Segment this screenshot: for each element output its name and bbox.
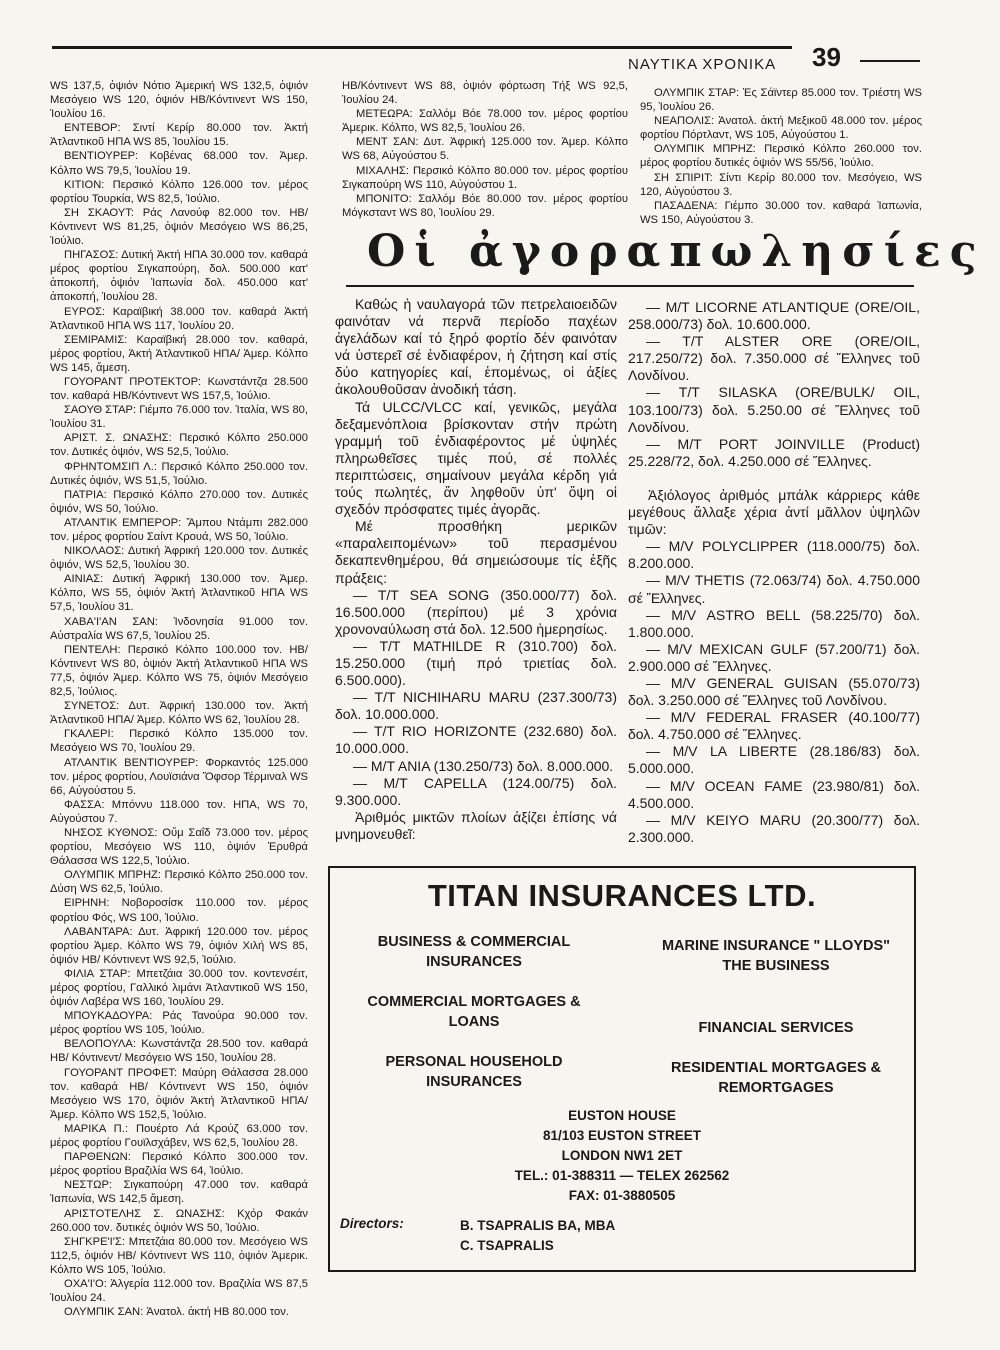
paragraph: ΣΗ ΣΠΙΡΙΤ: Σίντι Κερίρ 80.000 τον. Μεσόγειο, WS 120, Αὐγούστου 3.: [640, 171, 922, 198]
paragraph: — M/V LA LIBERTE (28.186/83) δολ. 5.000.000.: [628, 743, 920, 777]
article-column-right: [628, 299, 920, 846]
fixtures-column-middle: [342, 79, 628, 220]
ad-director: B. TSAPRALIS BA, MBA: [460, 1218, 616, 1233]
ad-phone-telex: TEL.: 01-388311 — TELEX 262562: [514, 1168, 730, 1183]
paragraph: — M/V ASTRO BELL (58.225/70) δολ. 1.800.000.: [628, 606, 920, 640]
paragraph: ΑΤΛΑΝΤΙΚ ΕΜΠΕΡΟΡ: Ἄμπου Ντάμπι 282.000 τον. μέρος φορτίου Σαίντ Κρουά, WS 50, Ἰούλιο.: [50, 516, 308, 543]
paragraph: ΓΚΑΛΕΡΙ: Περσικό Κόλπο 135.000 τον. Μεσόγειο WS 70, Ἰουλίου 29.: [50, 728, 308, 755]
fixtures-column-left: [50, 79, 308, 1319]
paragraph: ΦΡΗΝΤΟΜΣΙΠ Λ.: Περσικό Κόλπο 250.000 τον. Δυτικές ὀψιόν, WS 51,5, Ἰούλιο.: [50, 460, 308, 487]
title-underline: [346, 285, 914, 287]
paragraph: ΣΗ ΣΚΑΟΥΤ: Ράς Λανούφ 82.000 τον. ΗΒ/ Κόντινεντ WS 81,25, ὀψιόν Μεσόγειο WS 86,25, Ἰούλιο.: [50, 206, 308, 248]
paragraph: ΣΗΓΚΡΕ'Ι'Σ: Μπετζάια 80.000 τον. Μεσόγειο WS 112,5, ὀψιόν ΗΒ/ Κόντινεντ WS 110, ὀψιόν Ἀμερικ. Κόλπο WS 105, Ἰούλιο.: [50, 1235, 308, 1276]
paragraph: — T/T NICHIHARU MARU (237.300/73) δολ. 10.000.000.: [335, 689, 617, 723]
paragraph: — M/V POLYCLIPPER (118.000/75) δολ. 8.200.000.: [628, 538, 920, 572]
ad-service-marine: MARINE INSURANCE " LLOYDS" THE BUSINESS: [661, 938, 891, 974]
publication-name: ΝΑΥΤΙΚΑ ΧΡΟΝΙΚΑ: [628, 56, 777, 73]
paragraph: ΓΟΥΟΡΑΝΤ ΠΡΟΦΕΤ: Μαύρη Θάλασσα 28.000 τον. καθαρά ΗΒ/ Κόντινεντ WS 150, ὀψιόν Μεσόγειο WS 170, ὀψιόν Ἀκτή Ἀτλαντικοῦ ΗΠΑ/ Ἀμερ. Κόλπο WS 152,5, Ἰούλιο.: [50, 1066, 308, 1121]
paragraph: ΟΛΥΜΠΙΚ ΣΤΑΡ: Ἐς Σάϊντερ 85.000 τον. Τριέστη WS 95, Ἰουλίου 26.: [640, 87, 922, 114]
paragraph: ΜΑΡΙΚΑ Π.: Πουέρτο Λά Κρούζ 63.000 τον. μέρος φορτίου Γουϊλσχάβεν, WS 62,5, Ἰουλίου 28.: [50, 1122, 308, 1150]
paragraph: Μέ προσθήκη μερικῶν «παραλειπομένων» τοῦ περασμένου δεκαπενθημέρου, θά σημειώσουμε τίς ἑξῆς πράξεις:: [335, 518, 617, 586]
paragraph: — M/V GENERAL GUISAN (55.070/73) δολ. 3.250.000 σέ Ἕλληνες τοῦ Λονδίνου.: [628, 674, 920, 709]
paragraph: — M/V THETIS (72.063/74) δολ. 4.750.000 σέ Ἕλληνες.: [628, 572, 920, 606]
paragraph: ΟΛΥΜΠΙΚ ΣΑΝ: Ἀνατολ. ἀκτή ΗΒ 80.000 τον.: [64, 1306, 289, 1319]
ad-service-residential: RESIDENTIAL MORTGAGES & REMORTGAGES: [671, 1060, 881, 1096]
paragraph: ΜΠΟΥΚΑΔΟΥΡΑ: Ράς Τανούρα 90.000 τον. μέρος φορτίου WS 105, Ἰούλιο.: [50, 1010, 308, 1037]
paragraph: — M/T LICORNE ATLANTIQUE (ORE/OIL, 258.000/73) δολ. 10.600.000.: [628, 299, 920, 333]
article-title: Οἱ ἀγοραπωλησίες: [367, 226, 986, 277]
paragraph: ΜΙΧΑΛΗΣ: Περσικό Κόλπο 80.000 τον. μέρος φορτίου Σιγκαπούρη WS 110, Αὐγούστου 1.: [342, 164, 628, 191]
ad-address-street: 81/103 EUSTON STREET: [542, 1128, 702, 1143]
paragraph: ΜΕΤΕΩΡΑ: Σαλλόμ Βόε 78.000 τον. μέρος φορτίου Ἀμερικ. Κόλπο, WS 82,5, Ἰουλίου 26.: [342, 108, 628, 135]
paragraph: ΛΑΒΑΝΤΑΡΑ: Δυτ. Ἀφρική 120.000 τον. μέρος φορτίου Ἀμερ. Κόλπο WS 79, ὀψιόν Χιλή WS 85, ὀψιόν ΗΒ/ Κόντινεντ WS 92,5, Ἰούλιο.: [50, 925, 308, 966]
paragraph: ΣΥΝΕΤΟΣ: Δυτ. Ἀφρική 130.000 τον. Ἀκτή Ἀτλαντικοῦ ΗΠΑ/ Ἀμερ. Κόλπο WS 62, Ἰουλίου 28.: [50, 700, 308, 727]
paragraph: — T/T SEA SONG (350.000/77) δολ. 16.500.000 (περίπου) μέ 3 χρόνια χρονοναύλωση στά δολ. 12.500 ἡμερησίως.: [335, 586, 617, 637]
paragraph: Καθώς ἡ ναυλαγορά τῶν πετρελαιοειδῶν φαινόταν νά περνᾶ περίοδο παχέων ἀγελάδων καί τό ξηρό φορτίο δέν φαινόταν νά ὑστερεῖ σέ ἐνδιαφέρον, ἡ ζήτηση καί στίς δύο κατηγορίες καί, ἑπομένως, οἱ ἀξίες ἀκολουθοῦσαν ἀνοδική τάση.: [335, 296, 617, 398]
fixtures-column-right: [640, 86, 922, 227]
ad-service-financial: FINANCIAL SERVICES: [698, 1020, 854, 1036]
ad-address-city: LONDON NW1 2ET: [561, 1148, 683, 1163]
paragraph: ΦΑΣΣΑ: Μπόννυ 118.000 τον. ΗΠΑ, WS 70, Αὐγούστου 7.: [50, 798, 308, 825]
paragraph: — T/T ALSTER ORE (ORE/OIL, 217.250/72) δολ. 7.350.000 σέ Ἕλληνες τοῦ Λονδίνου.: [628, 333, 920, 384]
paragraph: ΗΒ/Κόντινεντ WS 88, ὀψιόν φόρτωση Τήξ WS 92,5, Ἰουλίου 24.: [342, 80, 628, 107]
article-column-middle: [335, 296, 617, 843]
paragraph: ΠΑΤΡΙΑ: Περσικό Κόλπο 270.000 τον. Δυτικές ὀψιόν, WS 50, Ἰούλιο.: [50, 488, 308, 515]
paragraph: — M/T ANIA (130.250/73) δολ. 8.000.000.: [353, 757, 614, 774]
paragraph: — T/T SILASKA (ORE/BULK/ OIL, 103.100/73) δολ. 5.250.00 σέ Ἕλληνες τοῦ Λονδίνου.: [628, 384, 920, 435]
paragraph: ΜΕΝΤ ΣΑΝ: Δυτ. Ἀφρική 125.000 τον. Ἀμερ. Κόλπο WS 68, Αὐγούστου 5.: [342, 136, 628, 163]
header-rule-right: [860, 60, 920, 62]
paragraph: — M/V OCEAN FAME (23.980/81) δολ. 4.500.000.: [628, 777, 920, 811]
paragraph: ΑΡΙΣΤ. Σ. ΩΝΑΣΗΣ: Περσικό Κόλπο 250.000 τον. Δυτικές ὀψιόν, WS 52,5, Ἰούλιο.: [50, 432, 308, 459]
paragraph: ΓΟΥΟΡΑΝΤ ΠΡΟΤΕΚΤΟΡ: Κωνστάντζα 28.500 τον. καθαρά ΗΒ/Κόντινεντ WS 157,5, Ἰούλιο.: [50, 375, 308, 403]
page-number: 39: [812, 42, 841, 72]
paragraph: ΣΕΜΙΡΑΜΙΣ: Καραϊβική 28.000 τον. καθαρά, μέρος φορτίου, Ἀκτή Ἀτλαντικοῦ ΗΠΑ/ Ἀμερ. Κόλπο WS 145, ἄμεση.: [50, 333, 308, 374]
paragraph: ΟΧΑ'Ι'Ο: Ἀλγερία 112.000 τον. Βραζιλία WS 87,5 Ἰουλίου 24.: [50, 1277, 308, 1305]
paragraph: ΕΥΡΟΣ: Καραϊβική 38.000 τον. καθαρά Ἀκτή Ἀτλαντικοῦ ΗΠΑ WS 117, Ἰουλίου 20.: [50, 305, 308, 332]
paragraph: ΠΗΓΑΣΟΣ: Δυτική Ἀκτή ΗΠΑ 30.000 τον. καθαρά μέρος φορτίου Σιγκαπούρη, δολ. 500.000 κατ' ἀποκοπή, ὀψιόν Ἰαπωνία δολ. 450.000 κατ' ἀποκοπή, Ἰουλίου 28.: [50, 249, 308, 304]
paragraph: — M/T CAPELLA (124.00/75) δολ. 9.300.000.: [335, 774, 617, 808]
paragraph: ΝΕΑΠΟΛΙΣ: Ἀνατολ. ἀκτή Μεξικοῦ 48.000 τον. μέρος φορτίου Πόρτλαντ, WS 105, Αὐγούστου 1.: [640, 115, 922, 142]
paragraph: ΚΙΤΙΟΝ: Περσικό Κόλπο 126.000 τον. μέρος φορτίου Τουρκία, WS 82,5, Ἰούλιο.: [50, 178, 308, 205]
paragraph: Ἀριθμός μικτῶν πλοίων ἀξίζει ἐπίσης νά μνημονευθεῖ:: [335, 808, 617, 842]
header-rule: [52, 46, 792, 49]
ad-directors-label: Directors:: [340, 1216, 404, 1231]
paragraph: ΝΕΣΤΩΡ: Σιγκαπούρη 47.000 τον. καθαρά Ἰαπωνία, WS 142,5 ἄμεση.: [50, 1179, 308, 1206]
paragraph: Ἀξιόλογος ἀριθμός μπάλκ κάρριερς κάθε μεγέθους ἄλλαξε χέρια ἀντί μᾶλλον ὑψηλῶν τιμῶν:: [628, 486, 920, 538]
paragraph: — T/T MATHILDE R (310.700) δολ. 15.250.000 (τιμή πρό τριετίας δολ. 6.500.000).: [335, 637, 617, 689]
paragraph: ΑΙΝΙΑΣ: Δυτική Ἀφρική 130.000 τον. Ἀμερ. Κόλπο, WS 55, ὀψιόν Ἀκτή Ἀτλαντικοῦ ΗΠΑ WS 57,5, Ἰουλίου 31.: [50, 573, 308, 614]
paragraph: ΠΑΣΑΔΕΝΑ: Γιέμπο 30.000 τον. καθαρά Ἰαπωνία, WS 150, Αὐγούστου 3.: [640, 199, 922, 226]
ad-directors-list: [460, 1216, 615, 1256]
paragraph: ΒΕΝΤΙΟΥΡΕΡ: Κοβένας 68.000 τον. Ἀμερ. Κόλπο WS 79,5, Ἰουλίου 19.: [50, 150, 308, 177]
paragraph: ΕΝΤΕΒΟΡ: Σιντί Κερίρ 80.000 τον. Ἀκτή Ἀτλαντικοῦ ΗΠΑ WS 85, Ἰουλίου 15.: [50, 122, 308, 149]
ad-director: C. TSAPRALIS: [460, 1238, 554, 1253]
paragraph: ΕΙΡΗΝΗ: Νοβοροσίσκ 110.000 τον. μέρος φορτίου Φός, WS 100, Ἰούλιο.: [50, 897, 308, 924]
ad-service-mortgages: COMMERCIAL MORTGAGES & LOANS: [367, 994, 581, 1030]
paragraph: ΑΤΛΑΝΤΙΚ ΒΕΝΤΙΟΥΡΕΡ: Φορκαντός 125.000 τον. μέρος φορτίου, Λουϊσιάνα Ὄφσορ Τέρμιναλ WS 66, Αὐγούστου 5.: [50, 756, 308, 797]
paragraph: — M/V KEIYO MARU (20.300/77) δολ. 2.300.000.: [628, 811, 920, 845]
paragraph: ΟΛΥΜΠΙΚ ΜΠΡΗΖ: Περσικό Κόλπο 260.000 τον. μέρος φορτίου δυτικές ὀψιόν WS 55/56, Ἰούλιο.: [640, 143, 922, 170]
titan-insurance-advertisement: [328, 866, 916, 1272]
ad-fax: FAX: 01-3880505: [568, 1188, 676, 1203]
paragraph: ΝΙΚΟΛΑΟΣ: Δυτική Ἀφρική 120.000 τον. Δυτικές ὀψιόν, WS 52,5, Ἰουλίου 30.: [50, 545, 308, 572]
ad-address-building: EUSTON HOUSE: [568, 1108, 676, 1123]
ad-service-business: BUSINESS & COMMERCIAL INSURANCES: [377, 934, 571, 970]
paragraph: WS 137,5, ὀψιόν Νότιο Ἀμερική WS 132,5, ὀψιόν Μεσόγειο WS 120, ὀψιόν ΗΒ/Κόντινεντ WS 150, Ἰουλίου 16.: [50, 80, 308, 121]
paragraph: ΟΛΥΜΠΙΚ ΜΠΡΗΖ: Περσικό Κόλπο 250.000 τον. Δύση WS 62,5, Ἰούλιο.: [50, 869, 308, 896]
paragraph: ΜΠΟΝΙΤΟ: Σαλλόμ Βόε 80.000 τον. μέρος φορτίου Μόγκσταντ WS 80, Ἰουλίου 29.: [342, 192, 628, 219]
paragraph: ΣΑΟΥΘ ΣΤΑΡ: Γιέμπο 76.000 τον. Ἰταλία, WS 80, Ἰουλίου 31.: [50, 404, 308, 431]
paragraph: — M/V FEDERAL FRASER (40.100/77) δολ. 4.750.000 σέ Ἕλληνες.: [628, 709, 920, 743]
paragraph: — T/T RIO HORIZONTE (232.680) δολ. 10.000.000.: [335, 723, 617, 757]
paragraph: — M/T PORT JOINVILLE (Product) 25.228/72, δολ. 4.250.000 σέ Ἕλληνες.: [628, 435, 920, 469]
paragraph: ΦΙΛΙΑ ΣΤΑΡ: Μπετζάια 30.000 τον. κοντενσέιτ, μέρος φορτίου, Γαλλικό λιμάνι Ἀτλαντικοῦ WS 150, ὀψιόν Λαβέρα WS 160, Ἰουλίου 29.: [50, 967, 308, 1009]
ad-company-name: TITAN INSURANCES LTD.: [427, 878, 817, 913]
paragraph: ΧΑΒΑ'Ι'ΑΝ ΣΑΝ: Ἰνδονησία 91.000 τον. Αὐστραλία WS 67,5, Ἰουλίου 25.: [50, 615, 308, 642]
paragraph: Τά ULCC/VLCC καί, γενικῶς, μεγάλα δεξαμενόπλοια βρίσκονταν στήν πρώτη γραμμή τοῦ ἐνδιαφέροντος μέ ὑψηλές πληρωθεῖσες τιμές πού, σέ πολλές περιπτώσεις, σημαίνουν μεγάλα κέρδη γιά τούς πωλητές, ἄν ληφθοῦν ὑπ' ὄψη οἱ σχεδόν πρόσφατες τιμές ἀγορᾶς.: [335, 398, 617, 518]
paragraph: ΠΑΡΘΕΝΩΝ: Περσικό Κόλπο 300.000 τον. μέρος φορτίου Βραζιλία WS 64, Ἰούλιο.: [50, 1151, 308, 1178]
paragraph: ΑΡΙΣΤΟΤΕΛΗΣ Σ. ΩΝΑΣΗΣ: Κχόρ Φακάν 260.000 τον. δυτικές ὀψιόν WS 50, Ἰούλιο.: [50, 1207, 308, 1234]
paragraph: — M/V MEXICAN GULF (57.200/71) δολ. 2.900.000 σέ Ἕλληνες.: [628, 640, 920, 674]
paragraph: ΝΗΣΟΣ ΚΥΘΝΟΣ: Οὔμ Σαΐδ 73.000 τον. μέρος φορτίου, Μεσόγειο WS 110, ὀψιόν Ἐρυθρά Θάλασσα WS 122,5, Ἰούλιο.: [50, 826, 308, 868]
ad-service-household: PERSONAL HOUSEHOLD INSURANCES: [385, 1054, 563, 1090]
paragraph: ΒΕΛΟΠΟΥΛΑ: Κωνστάντζα 28.500 τον. καθαρά ΗΒ/ Κόντινεντ/ Μεσόγειο WS 150, Ἰουλίου 28.: [50, 1038, 308, 1065]
paragraph: ΠΕΝΤΕΛΗ: Περσικό Κόλπο 100.000 τον. ΗΒ/ Κόντινεντ WS 80, ὀψιόν Ἀκτή Ἀτλαντικοῦ ΗΠΑ WS 77,5, ὀψιόν Ἀμερ. Κόλπο WS 75, ὀψιόν Μεσόγειο 82,5, Ἰούλιος.: [50, 643, 308, 699]
